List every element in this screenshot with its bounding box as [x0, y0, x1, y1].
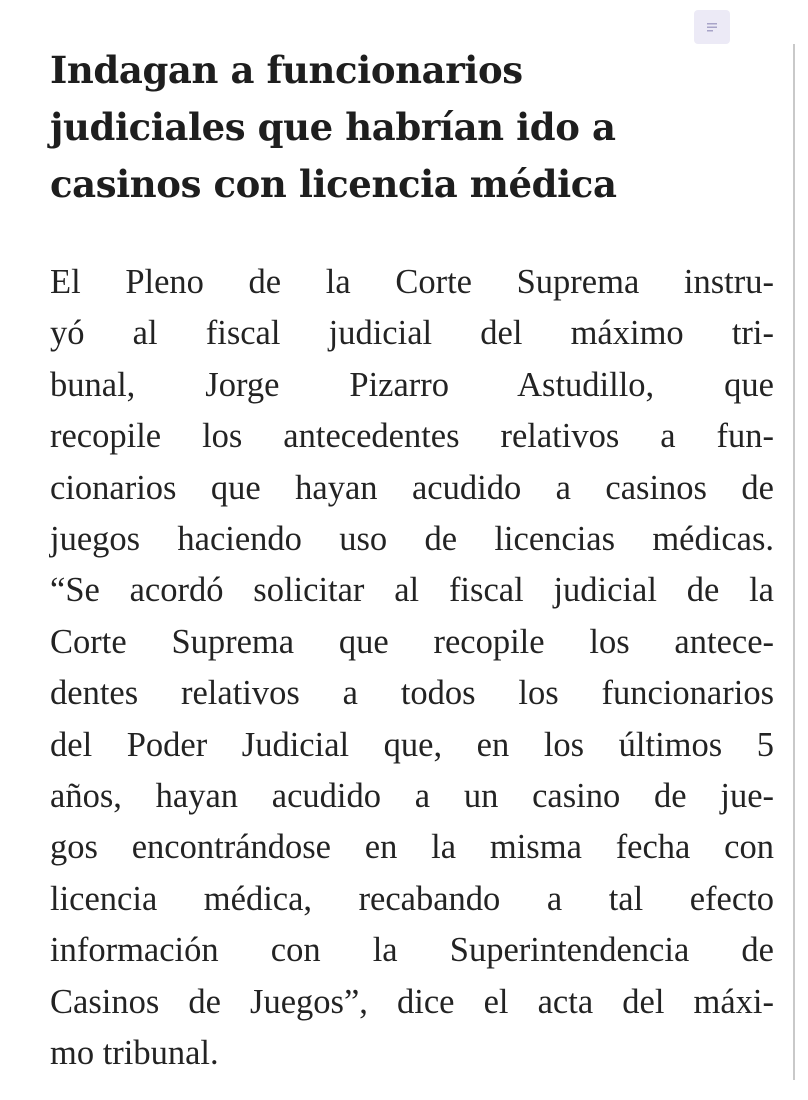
article: [50, 42, 774, 1080]
body-line: Corte Suprema que recopile los antece-: [50, 622, 774, 661]
headline-line: judiciales que habrían ido a: [50, 105, 616, 149]
body-line: yó al fiscal judicial del máximo tri-: [50, 314, 774, 353]
column-divider: [793, 44, 795, 1080]
body-line: dentes relativos a todos los funcionarios: [50, 674, 774, 713]
body-line: cionarios que hayan acudido a casinos de: [50, 468, 774, 507]
body-line: gos encontrándose en la misma fecha con: [50, 828, 774, 867]
body-line: licencia médica, recabando a tal efecto: [50, 879, 774, 918]
body-line: años, hayan acudido a un casino de jue-: [50, 777, 774, 816]
body-line: mo tribunal.: [50, 1034, 219, 1073]
body-line: recopile los antecedentes relativos a fun-: [50, 417, 774, 456]
body-line: del Poder Judicial que, en los últimos 5: [50, 725, 774, 764]
body-line: información con la Superintendencia de: [50, 931, 774, 970]
body-line: Casinos de Juegos”, dice el acta del máxi-: [50, 982, 774, 1021]
body-line: juegos haciendo uso de licencias médicas.: [50, 520, 774, 559]
body-line: bunal, Jorge Pizarro Astudillo, que: [50, 365, 774, 404]
note-lines-icon: [706, 22, 718, 33]
body-line: El Pleno de la Corte Suprema instru-: [50, 263, 774, 301]
headline: [50, 42, 774, 213]
headline-line: casinos con licencia médica: [50, 162, 617, 206]
article-body: [50, 257, 774, 1080]
headline-line: Indagan a funcionarios: [50, 48, 523, 92]
body-line: “Se acordó solicitar al fiscal judicial de la: [50, 571, 774, 610]
note-icon[interactable]: [694, 10, 730, 44]
